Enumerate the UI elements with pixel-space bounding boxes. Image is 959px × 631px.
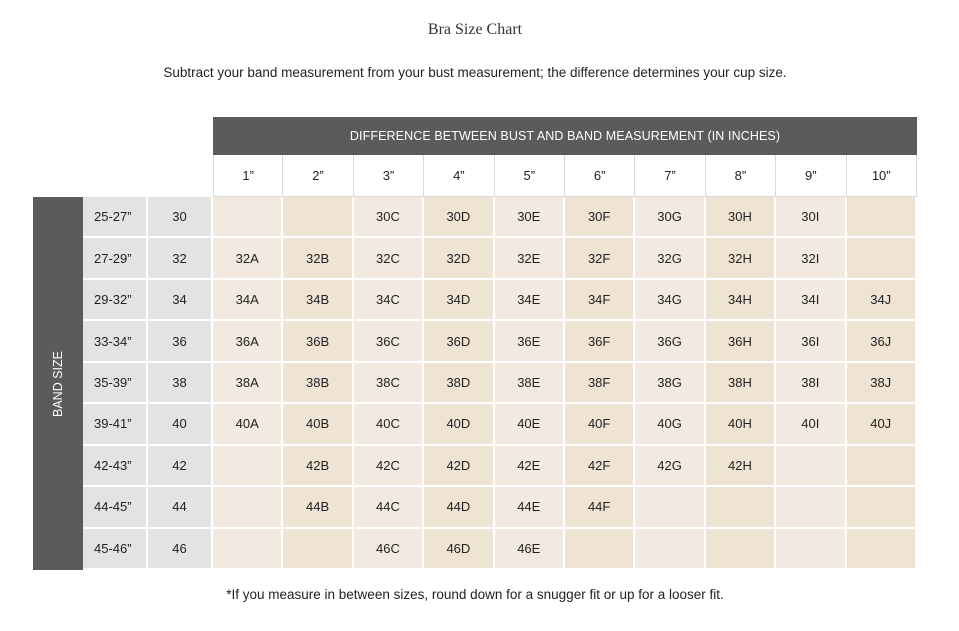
size-cell: 32A [213,238,283,279]
size-cell: 36A [213,321,283,362]
size-cell: 42G [635,446,705,487]
size-cell: 46D [424,529,494,570]
size-cell: 32H [706,238,776,279]
empty-size-cell [847,446,917,487]
column-header: 7” [635,155,705,197]
size-cell: 32E [495,238,565,279]
size-cell: 30E [495,197,565,238]
empty-size-cell [706,529,776,570]
row-range-label: 33-34” [83,321,148,362]
size-cell: 30D [424,197,494,238]
size-cell: 42D [424,446,494,487]
row-range-label: 29-32” [83,280,148,321]
size-cell: 42E [495,446,565,487]
empty-size-cell [213,197,283,238]
row-range-label: 44-45” [83,487,148,528]
size-cell: 36E [495,321,565,362]
column-header: 9” [776,155,846,197]
size-cell: 34F [565,280,635,321]
size-cell: 40J [847,404,917,445]
size-cell: 46C [354,529,424,570]
size-cell: 44B [283,487,353,528]
size-cell: 38J [847,363,917,404]
size-cell: 38H [706,363,776,404]
column-header: 2” [283,155,353,197]
empty-size-cell [565,529,635,570]
size-cell: 34C [354,280,424,321]
size-cell: 38F [565,363,635,404]
size-cell: 38G [635,363,705,404]
empty-size-cell [213,446,283,487]
size-cell: 32B [283,238,353,279]
empty-size-cell [847,197,917,238]
empty-size-cell [847,529,917,570]
row-range-label: 27-29” [83,238,148,279]
row-band-label: 38 [148,363,213,404]
column-header: 3” [354,155,424,197]
row-band-label: 36 [148,321,213,362]
row-group-header [33,197,83,570]
size-cell: 40E [495,404,565,445]
column-header: 10” [847,155,917,197]
size-cell: 34I [776,280,846,321]
empty-size-cell [635,529,705,570]
size-cell: 32F [565,238,635,279]
size-cell: 38A [213,363,283,404]
empty-size-cell [283,529,353,570]
empty-size-cell [776,529,846,570]
column-header: 5” [495,155,565,197]
size-cell: 38I [776,363,846,404]
size-cell: 42F [565,446,635,487]
size-cell: 36C [354,321,424,362]
corner-blank-band [148,155,213,197]
size-cell: 34B [283,280,353,321]
size-cell: 34D [424,280,494,321]
row-range-label: 45-46” [83,529,148,570]
size-cell: 38C [354,363,424,404]
row-band-label: 42 [148,446,213,487]
size-cell: 42B [283,446,353,487]
size-cell: 34G [635,280,705,321]
empty-size-cell [706,487,776,528]
page-title: Bra Size Chart [427,21,523,38]
empty-size-cell [213,487,283,528]
size-cell: 40H [706,404,776,445]
size-cell: 46E [495,529,565,570]
row-group-header-label: BAND SIZE [51,350,65,417]
size-cell: 36I [776,321,846,362]
size-cell: 44D [424,487,494,528]
size-cell: 38E [495,363,565,404]
column-header: 1” [213,155,283,197]
size-cell: 44F [565,487,635,528]
column-header: 4” [424,155,494,197]
size-cell: 38B [283,363,353,404]
size-cell: 40A [213,404,283,445]
size-cell: 30G [635,197,705,238]
page-subtitle: Subtract your band measurement from your bust measurement; the difference determines your cup size. [163,65,787,80]
size-cell: 40I [776,404,846,445]
size-cell: 36D [424,321,494,362]
row-band-label: 46 [148,529,213,570]
column-header: 8” [706,155,776,197]
column-group-header-label: DIFFERENCE BETWEEN BUST AND BAND MEASUREMENT (IN INCHES) [349,129,781,143]
size-cell: 36B [283,321,353,362]
size-cell: 36H [706,321,776,362]
row-range-label: 25-27” [83,197,148,238]
size-cell: 40G [635,404,705,445]
column-group-header [213,117,917,155]
row-range-label: 35-39” [83,363,148,404]
size-cell: 34H [706,280,776,321]
size-table [83,155,917,570]
size-cell: 40C [354,404,424,445]
size-cell: 30F [565,197,635,238]
row-band-label: 44 [148,487,213,528]
size-cell: 36J [847,321,917,362]
row-band-label: 40 [148,404,213,445]
size-cell: 32I [776,238,846,279]
size-cell: 42C [354,446,424,487]
size-cell: 44C [354,487,424,528]
size-cell: 42H [706,446,776,487]
empty-size-cell [213,529,283,570]
size-cell: 34A [213,280,283,321]
size-cell: 32D [424,238,494,279]
footnote: *If you measure in between sizes, round down for a snugger fit or up for a looser fit. [226,587,724,602]
empty-size-cell [776,446,846,487]
size-cell: 40B [283,404,353,445]
column-header: 6” [565,155,635,197]
size-cell: 30I [776,197,846,238]
row-band-label: 34 [148,280,213,321]
size-cell: 30C [354,197,424,238]
empty-size-cell [283,197,353,238]
size-cell: 34E [495,280,565,321]
empty-size-cell [635,487,705,528]
empty-size-cell [776,487,846,528]
corner-blank-range [83,155,148,197]
size-cell: 36G [635,321,705,362]
row-range-label: 42-43” [83,446,148,487]
row-range-label: 39-41” [83,404,148,445]
size-cell: 40F [565,404,635,445]
size-cell: 30H [706,197,776,238]
size-cell: 32C [354,238,424,279]
empty-size-cell [847,487,917,528]
row-band-label: 30 [148,197,213,238]
size-cell: 40D [424,404,494,445]
size-cell: 34J [847,280,917,321]
size-cell: 38D [424,363,494,404]
size-cell: 44E [495,487,565,528]
size-cell: 32G [635,238,705,279]
empty-size-cell [847,238,917,279]
size-cell: 36F [565,321,635,362]
row-band-label: 32 [148,238,213,279]
